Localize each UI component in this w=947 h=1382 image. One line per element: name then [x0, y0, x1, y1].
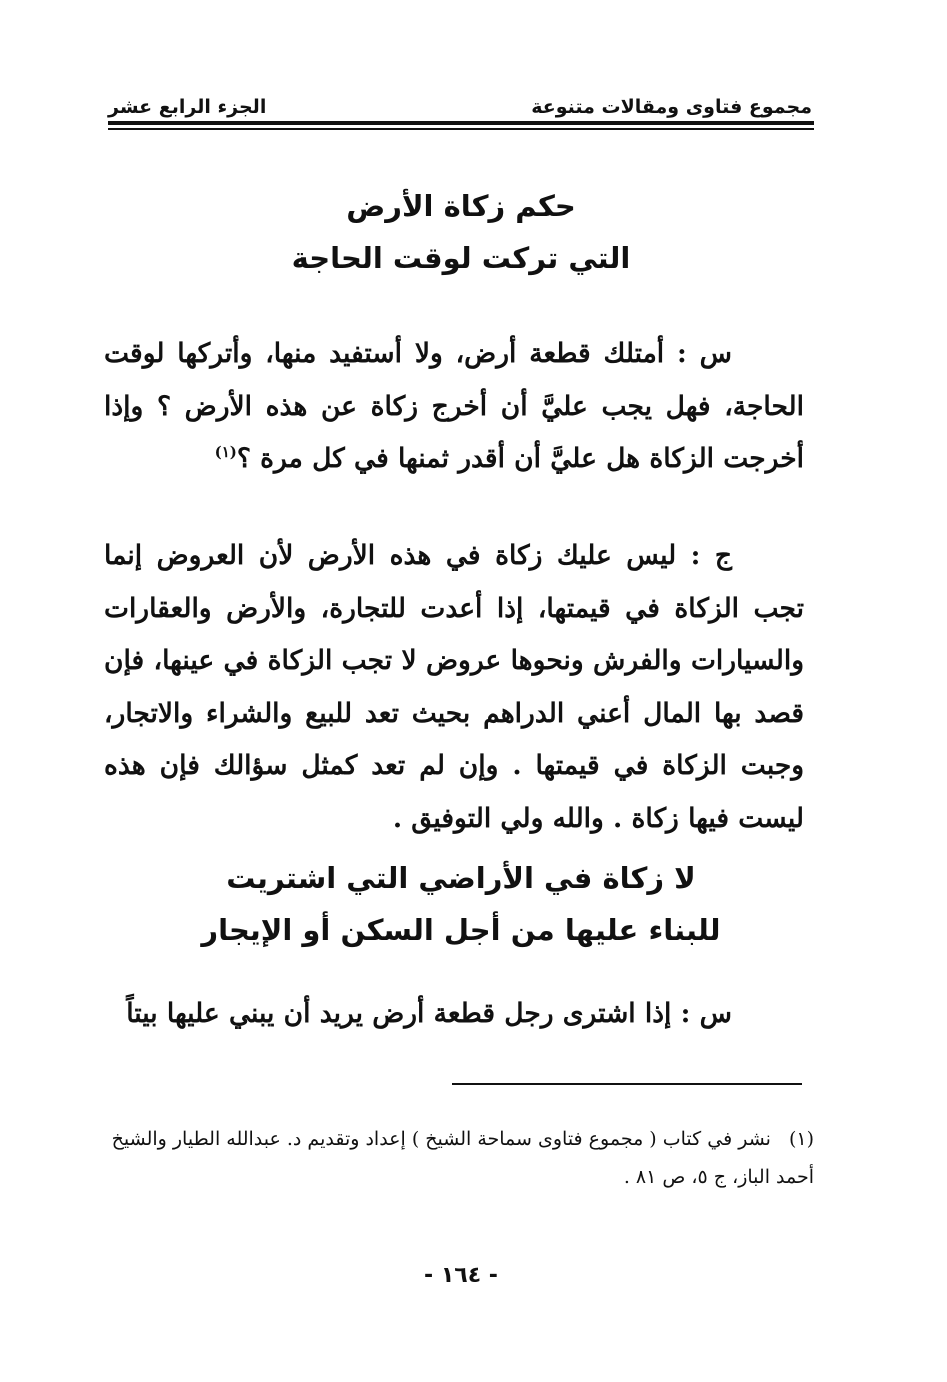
footnote-number: (١) — [788, 1128, 814, 1150]
section1-heading — [108, 180, 814, 284]
book-title: مجموع فتاوى ومقالات متنوعة — [531, 96, 812, 118]
section2-heading — [108, 852, 814, 956]
section1-title-line1: حكم زكاة الأرض — [346, 189, 576, 223]
footnote-separator — [452, 1083, 802, 1085]
footnote — [104, 1120, 814, 1196]
section1-question — [104, 328, 804, 486]
footnote-reference: (١) — [214, 443, 237, 462]
running-header — [108, 84, 812, 118]
section2-title-line1: لا زكاة في الأراضي التي اشتريت — [226, 861, 696, 895]
page-number: - ١٦٤ - — [424, 1263, 498, 1288]
footnote-text: نشر في كتاب ( مجموع فتاوى سماحة الشيخ ) إعداد وتقديم د. عبدالله الطيار والشيخ أحمد الباز، ج ٥، ص ٨١ . — [111, 1128, 814, 1188]
volume-label: الجزء الرابع عشر — [108, 96, 267, 118]
header-rule-thin — [108, 128, 814, 130]
section1-title-line2: التي تركت لوقت الحاجة — [291, 241, 631, 275]
section2-question: س : إذا اشترى رجل قطعة أرض يريد أن يبني عليها بيتاً — [126, 998, 732, 1029]
section1-question-text: س : أمتلك قطعة أرض، ولا أستفيد منها، وأتركها لوقت الحاجة، فهل يجب عليَّ أن أخرج زكاة عن هذه الأرض ؟ وإذا أخرجت الزكاة هل عليَّ أن أقدر ثمنها في كل مرة ؟ — [104, 338, 804, 474]
header-rule-thick — [108, 121, 814, 125]
section1-answer: ج : ليس عليك زكاة في هذه الأرض لأن العروض إنما تجب الزكاة في قيمتها، إذا أعدت للتجارة، والأرض والعقارات والسيارات والفرش ونحوها عروض لا تجب الزكاة في عينها، فإن قصد بها المال أعني الدراهم بحيث تعد للبيع والشراء والاتجار، وجبت الزكاة في قيمتها . وإن لم تعد كمثل سؤالك فإن هذه ليست فيها زكاة . والله ولي التوفيق . — [104, 540, 804, 834]
section2-title-line2: للبناء عليها من أجل السكن أو الإيجار — [201, 913, 721, 947]
